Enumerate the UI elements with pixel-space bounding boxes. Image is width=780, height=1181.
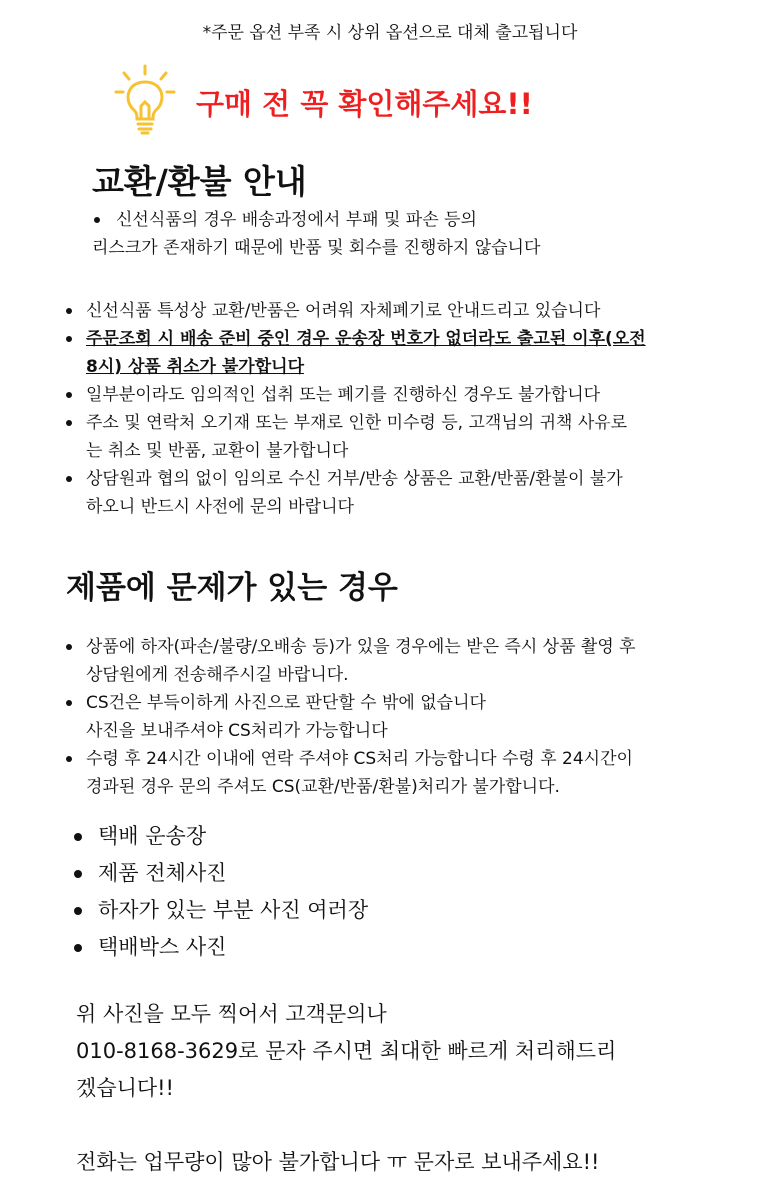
closing-line: 위 사진을 모두 찍어서 고객문의나 <box>76 1002 387 1026</box>
problem-text: 수령 후 24시간 이내에 연락 주셔야 CS처리 가능합니다 수령 후 24시간이 <box>86 749 633 769</box>
closing-line: 010-8168-3629로 문자 주시면 최대한 빠르게 처리해드리 <box>76 1039 617 1063</box>
exchange-rules-list <box>64 297 646 521</box>
problem-text: CS건은 부득이하게 사진으로 판단할 수 밖에 없습니다 <box>86 693 486 713</box>
problem-text: 경과된 경우 문의 주셔도 CS(교환/반품/환불)처리가 불가합니다. <box>86 777 560 797</box>
bullet-icon <box>66 420 72 426</box>
rule-text: 주소 및 연락처 오기재 또는 부재로 인한 미수령 등, 고객님의 귀책 사유로 <box>86 413 628 433</box>
list-item <box>64 465 646 521</box>
bullet-icon <box>66 308 72 314</box>
problem-text: 사진을 보내주셔야 CS처리가 가능합니다 <box>86 721 388 741</box>
problem-text: 상담원에게 전송해주시길 바랍니다. <box>86 665 349 685</box>
bullet-icon <box>66 336 72 342</box>
product-problem-heading: 제품에 문제가 있는 경우 <box>66 570 398 606</box>
list-item <box>64 325 646 381</box>
list-item <box>72 855 368 892</box>
bullet-icon <box>66 476 72 482</box>
photo-item-label: 택배박스 사진 <box>98 935 227 959</box>
rule-text: 는 취소 및 반품, 교환이 불가합니다 <box>86 441 349 461</box>
required-photos-list <box>72 818 368 966</box>
rule-text: 주문조회 시 배송 준비 중인 경우 운송장 번호가 없더라도 출고된 이후(오전 <box>86 329 646 349</box>
bullet-icon <box>66 392 72 398</box>
problem-list <box>64 633 636 801</box>
closing-line: 겠습니다!! <box>76 1076 174 1100</box>
photo-item-label: 하자가 있는 부분 사진 여러장 <box>98 898 369 922</box>
rule-text: 8시) 상품 취소가 불가합니다 <box>86 357 304 377</box>
rule-text: 하오니 반드시 사전에 문의 바랍니다 <box>86 497 354 517</box>
call-note: 전화는 업무량이 많아 불가합니다 ㅠ 문자로 보내주세요!! <box>76 1150 600 1174</box>
bullet-icon <box>74 944 82 952</box>
list-item <box>64 381 646 409</box>
rule-text: 일부분이라도 임의적인 섭취 또는 폐기를 진행하신 경우도 불가합니다 <box>86 385 601 405</box>
problem-text: 상품에 하자(파손/불량/오배송 등)가 있을 경우에는 받은 즉시 상품 촬영 후 <box>86 637 636 657</box>
exchange-intro-list <box>92 206 540 262</box>
option-notice: *주문 옵션 부족 시 상위 옵션으로 대체 출고됩니다 <box>202 23 578 43</box>
intro-line-1: 신선식품의 경우 배송과정에서 부패 및 파손 등의 <box>116 210 477 230</box>
bullet-icon <box>74 833 82 841</box>
list-item <box>72 818 368 855</box>
bullet-icon <box>66 756 72 762</box>
list-item <box>64 689 636 745</box>
list-item <box>64 297 646 325</box>
lightbulb-icon <box>110 62 180 136</box>
rule-text: 상담원과 협의 없이 임의로 수신 거부/반송 상품은 교환/반품/환불이 불가 <box>86 469 623 489</box>
photo-item-label: 제품 전체사진 <box>98 861 227 885</box>
closing-paragraph <box>76 996 616 1107</box>
rule-text: 신선식품 특성상 교환/반품은 어려워 자체폐기로 안내드리고 있습니다 <box>86 301 601 321</box>
purchase-warning: 구매 전 꼭 확인해주세요!! <box>196 87 533 121</box>
list-item <box>72 929 368 966</box>
bullet-icon <box>66 644 72 650</box>
bullet-icon <box>66 700 72 706</box>
bullet-icon <box>94 217 100 223</box>
exchange-refund-heading: 교환/환불 안내 <box>92 162 307 201</box>
list-item <box>64 409 646 465</box>
photo-item-label: 택배 운송장 <box>98 824 207 848</box>
list-item <box>72 892 368 929</box>
intro-line-2: 리스크가 존재하기 때문에 반품 및 회수를 진행하지 않습니다 <box>92 238 541 258</box>
list-item <box>64 745 636 801</box>
bullet-icon <box>74 870 82 878</box>
list-item <box>64 633 636 689</box>
bullet-icon <box>74 907 82 915</box>
list-item <box>92 206 540 262</box>
